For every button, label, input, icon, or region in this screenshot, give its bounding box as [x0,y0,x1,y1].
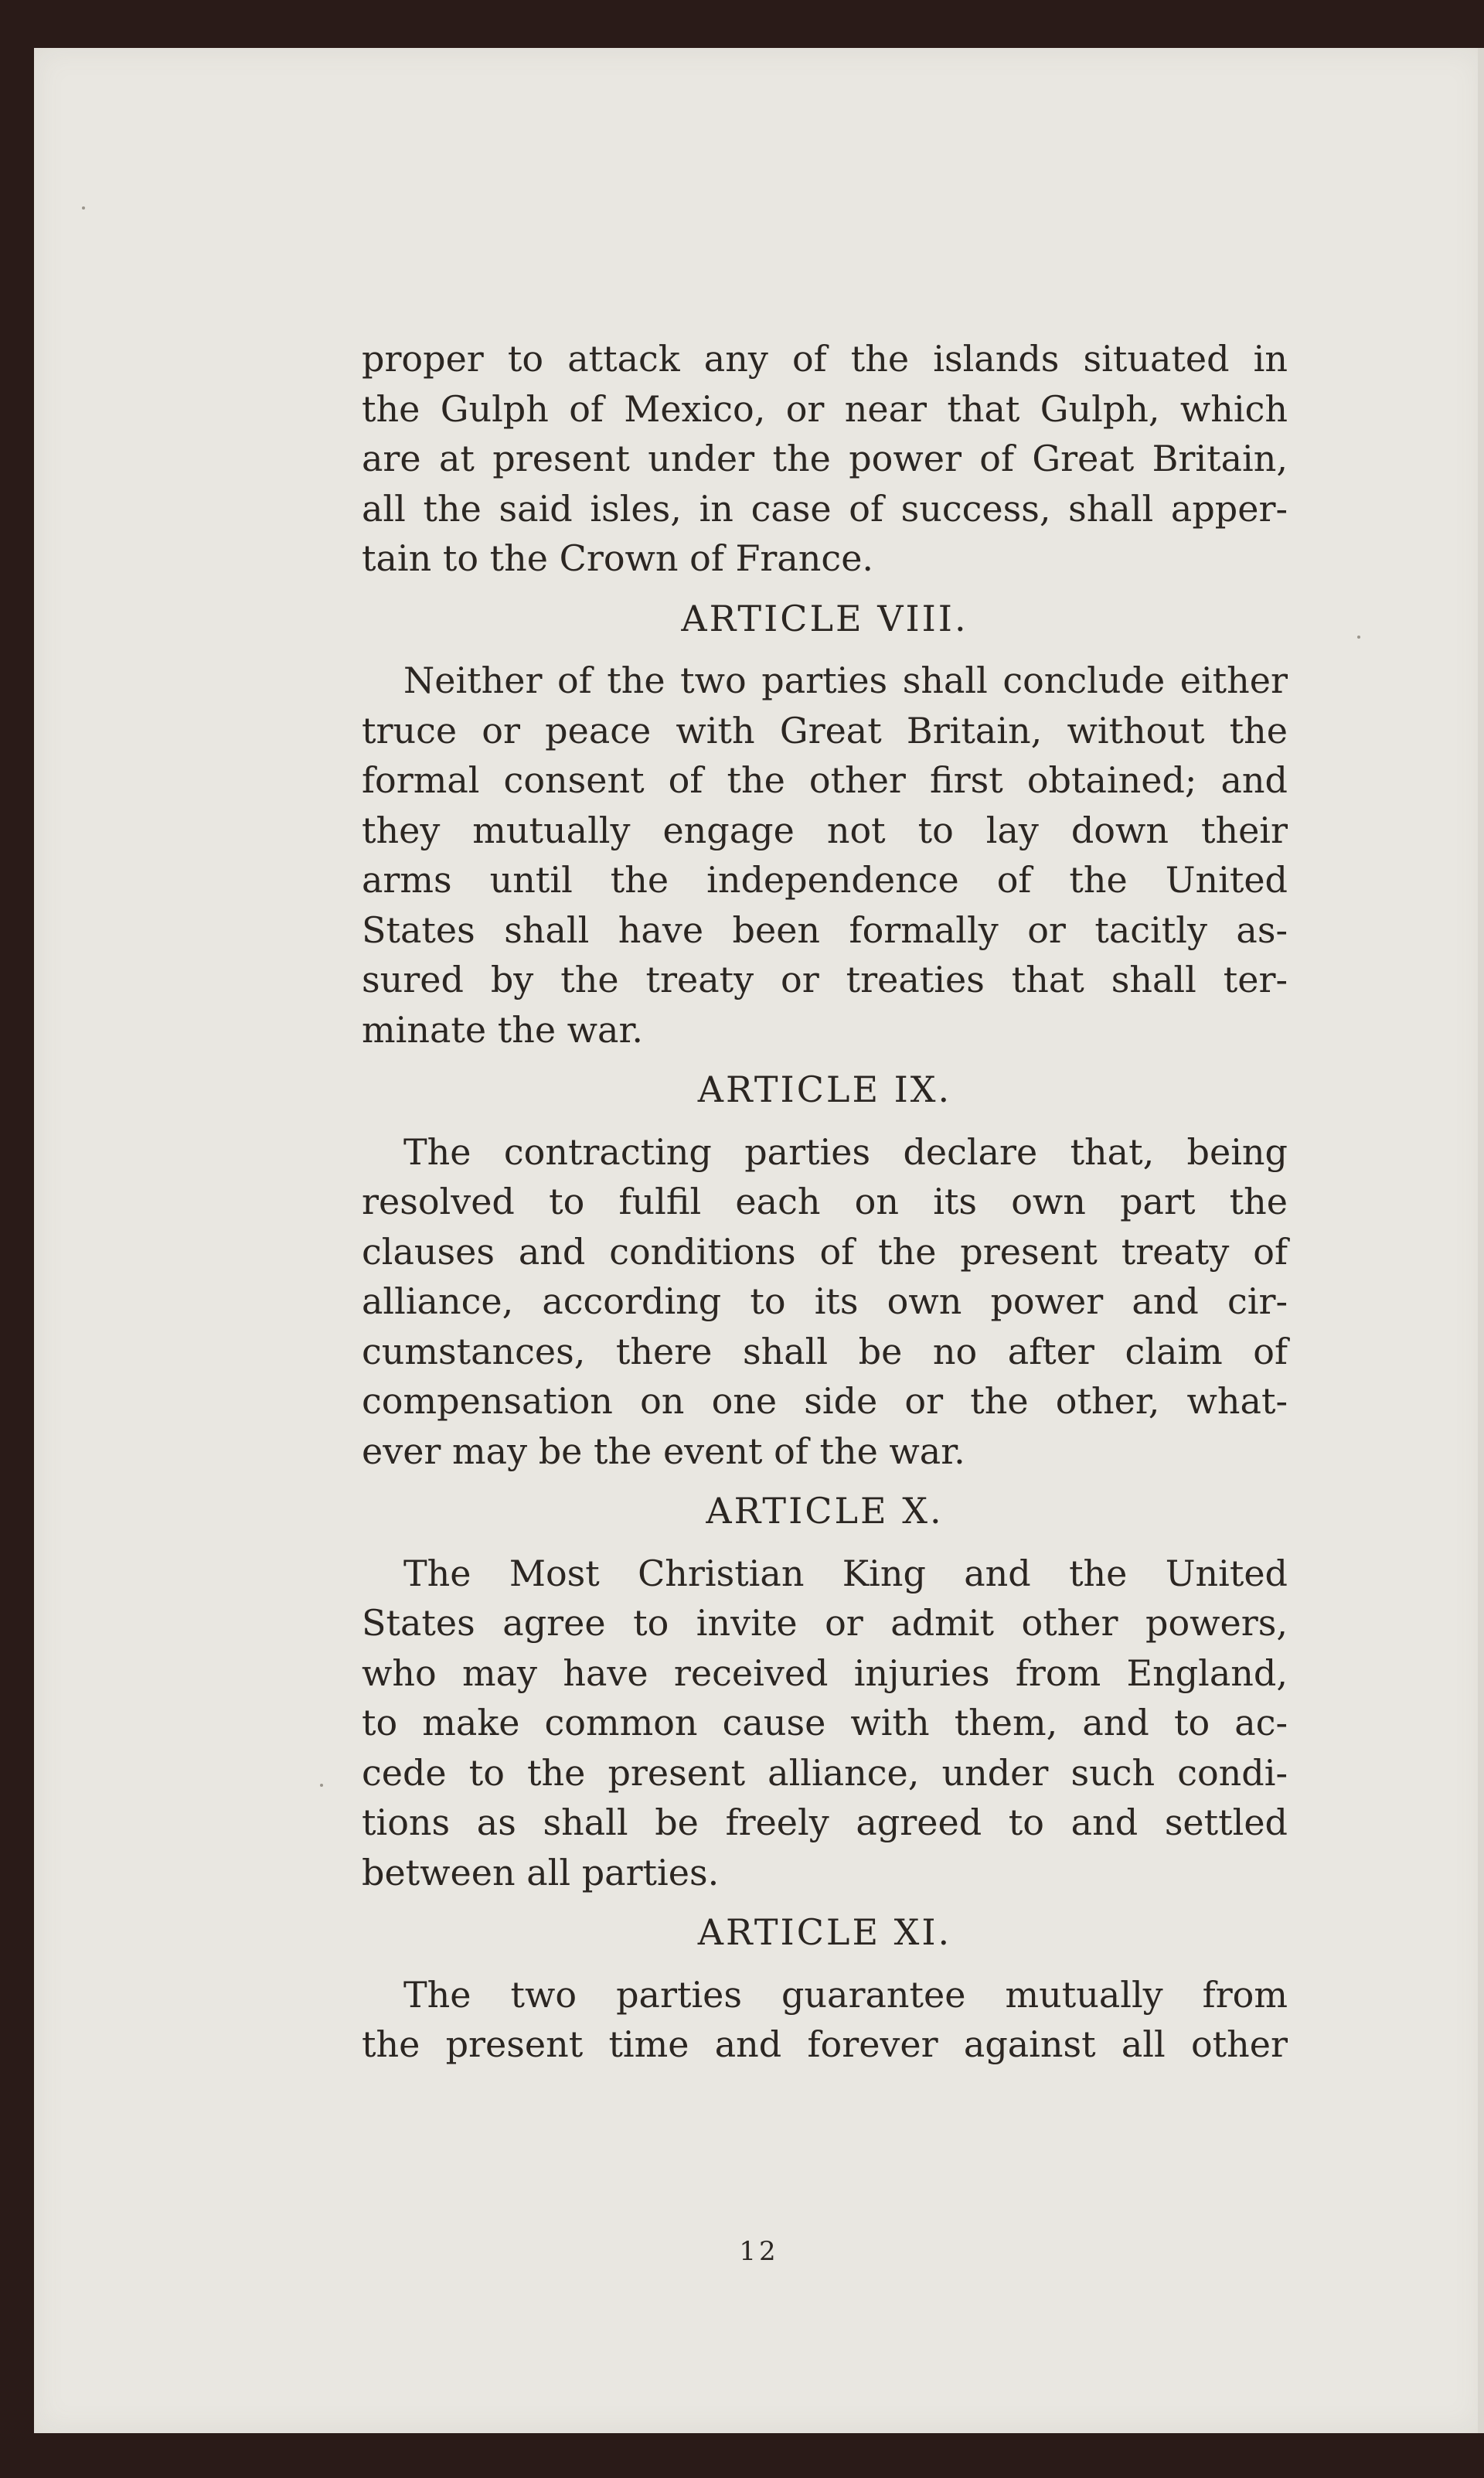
text-line: arms until the independence of the United [362,859,1288,901]
text-line: Neither of the two parties shall conclude either [403,660,1288,701]
text-line: The Most Christian King and the United [403,1552,1288,1594]
text-line: The contracting parties declare that, being [403,1130,1288,1173]
text-line: proper to attack any of the islands situated in [362,338,1288,380]
text-line: who may have received injuries from England, [362,1651,1288,1694]
text-line: the Gulph of Mexico, or near that Gulph, which [362,387,1288,430]
page-edge [1478,48,1484,2433]
text-line: sured by the treaty or treaties that shall ter- [362,959,1288,1000]
text-line: cede to the present alliance, under such condi- [362,1751,1288,1794]
article-heading: ARTICLE XI. [697,1911,952,1953]
text-line: to make common cause with them, and to ac- [362,1702,1288,1743]
page-number: 12 [739,2236,779,2267]
article-10 [362,1486,1288,1897]
article-heading: ARTICLE X. [706,1490,944,1532]
text-line: alliance, according to its own power and cir- [362,1280,1288,1322]
text-line: clauses and conditions of the present treaty of [362,1230,1288,1273]
article-9 [362,1065,1288,1476]
text-line: minate the war. [362,1008,644,1051]
text-line: they mutually engage not to lay down their [362,809,1288,851]
text-line: between all parties. [362,1851,720,1893]
text-line: all the said isles, in case of success, shall apper- [362,487,1288,530]
text-line: compensation on one side or the other, what- [362,1380,1288,1422]
text-line: truce or peace with Great Britain, without the [362,709,1288,752]
article-heading: ARTICLE VIII. [681,597,968,639]
text-line: States agree to invite or admit other powers, [362,1602,1288,1644]
article-11 [362,1907,1288,2070]
text-line: tions as shall be freely agreed to and settled [362,1801,1288,1843]
paragraph-intro [362,334,1288,584]
text-line: tain to the Crown of France. [362,537,874,579]
text-line: the present time and forever against all other [362,2023,1288,2065]
text-line: cumstances, there shall be no after claim of [362,1330,1288,1372]
book-page [34,48,1484,2433]
paper-speck [82,206,85,210]
paper-speck [1357,636,1360,639]
text-line: formal consent of the other first obtained; and [362,759,1288,801]
article-8 [362,594,1288,1055]
article-heading: ARTICLE IX. [697,1069,952,1110]
text-line: resolved to fulfil each on its own part the [362,1181,1288,1222]
text-line: The two parties guarantee mutually from [403,1973,1288,2016]
text-line: States shall have been formally or tacitly as- [362,908,1288,951]
page-text [362,334,1288,2070]
text-line: ever may be the event of the war. [362,1430,965,1472]
paper-speck [320,1784,323,1787]
text-line: are at present under the power of Great Britain, [362,438,1288,479]
